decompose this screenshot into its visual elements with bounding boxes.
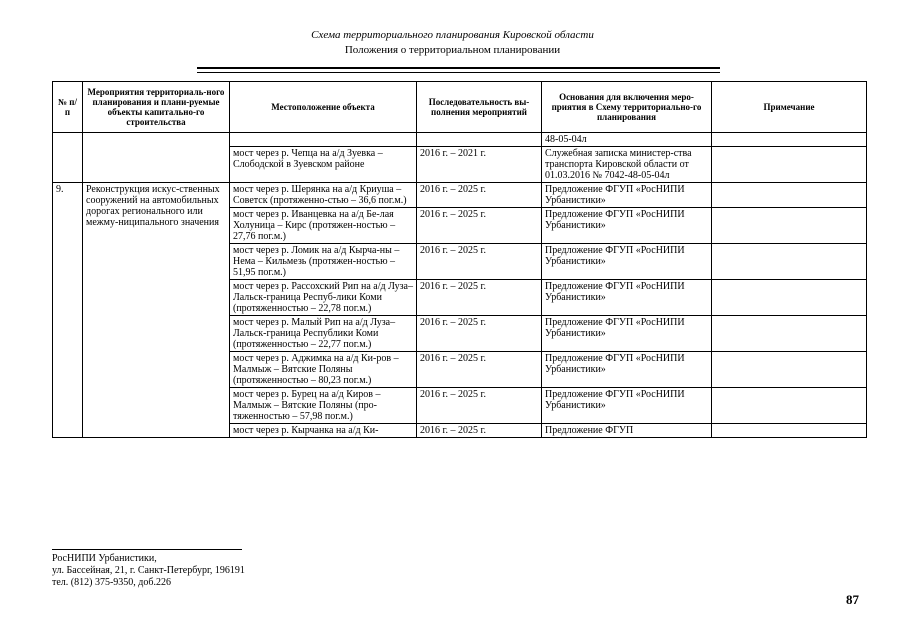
cell-sequence: 2016 г. – 2025 г.	[417, 424, 542, 438]
footer-address: ул. Бассейная, 21, г. Санкт-Петербург, 196191	[52, 565, 245, 576]
table-header-row	[53, 82, 867, 133]
cell-sequence: 2016 г. – 2021 г.	[417, 147, 542, 183]
column-header-sequence: Последовательность вы-полнения мероприятий	[417, 82, 542, 133]
page-number: 87	[846, 592, 859, 607]
cell-sequence: 2016 г. – 2025 г.	[417, 352, 542, 388]
cell-measure: Реконструкция искус-ственных сооружений на автомобильных дорогах регионального или межму-ниципального значения	[83, 183, 230, 438]
header-rule-thick	[197, 67, 720, 69]
cell-note	[712, 424, 867, 438]
planning-table	[52, 81, 867, 438]
cell-sequence: 2016 г. – 2025 г.	[417, 388, 542, 424]
column-header-note: Примечание	[712, 82, 867, 133]
cell-basis: Предложение ФГУП «РосНИПИ Урбанистики»	[542, 244, 712, 280]
cell-sequence: 2016 г. – 2025 г.	[417, 244, 542, 280]
cell-note	[712, 244, 867, 280]
table-row	[53, 133, 867, 147]
cell-location: мост через р. Шерянка на а/д Криуша – Советск (протяженно-стью – 36,6 пог.м.)	[230, 183, 417, 208]
cell-basis: Предложение ФГУП «РосНИПИ Урбанистики»	[542, 352, 712, 388]
document-title: Схема территориального планирования Кировской области	[311, 29, 594, 41]
cell-note	[712, 316, 867, 352]
cell-location: мост через р. Малый Рип на а/д Луза–Лальск-граница Республики Коми (протяженностью – 22,77 пог.м.)	[230, 316, 417, 352]
cell-sequence: 2016 г. – 2025 г.	[417, 183, 542, 208]
page-header	[0, 28, 905, 58]
footer-rule	[52, 549, 242, 550]
cell-location: мост через р. Кырчанка на а/д Ки-	[230, 424, 417, 438]
cell-location	[230, 133, 417, 147]
column-header-basis: Основания для включения меро-приятия в Схему территориально-го планирования	[542, 82, 712, 133]
footer-phone: тел. (812) 375-9350, доб.226	[52, 577, 171, 588]
cell-note	[712, 133, 867, 147]
document-subtitle: Положения о территориальном планировании	[344, 44, 561, 56]
footer-org: РосНИПИ Урбанистики,	[52, 553, 157, 564]
page-footer	[52, 553, 245, 589]
cell-basis: 48-05-04л	[542, 133, 712, 147]
cell-location: мост через р. Иванцевка на а/д Бе-лая Холуница – Кирс (протяжен-ностью – 27,76 пог.м.)	[230, 208, 417, 244]
cell-sequence	[417, 133, 542, 147]
cell-note	[712, 280, 867, 316]
cell-note	[712, 147, 867, 183]
column-header-number: № п/п	[53, 82, 83, 133]
cell-number: 9.	[53, 183, 83, 438]
cell-sequence: 2016 г. – 2025 г.	[417, 208, 542, 244]
cell-location: мост через р. Чепца на а/д Зуевка – Слободской в Зуевском районе	[230, 147, 417, 183]
cell-basis: Служебная записка министер-ства транспорта Кировской области от 01.03.2016 № 7042-48-05-04л	[542, 147, 712, 183]
cell-note	[712, 388, 867, 424]
cell-number	[53, 133, 83, 183]
cell-sequence: 2016 г. – 2025 г.	[417, 280, 542, 316]
cell-basis: Предложение ФГУП	[542, 424, 712, 438]
cell-location: мост через р. Аджимка на а/д Ки-ров – Малмыж – Вятские Поляны (протяженностью – 80,23 пог.м.)	[230, 352, 417, 388]
header-rule-thin	[197, 72, 720, 73]
cell-measure	[83, 133, 230, 183]
cell-location: мост через р. Ломик на а/д Кырча-ны – Нема – Кильмезь (протяжен-ностью – 51,95 пог.м.)	[230, 244, 417, 280]
cell-location: мост через р. Бурец на а/д Киров – Малмыж – Вятские Поляны (про-тяженностью – 57,98 пог.м.)	[230, 388, 417, 424]
cell-note	[712, 183, 867, 208]
table-row	[53, 183, 867, 208]
cell-note	[712, 352, 867, 388]
cell-basis: Предложение ФГУП «РосНИПИ Урбанистики»	[542, 388, 712, 424]
cell-basis: Предложение ФГУП «РосНИПИ Урбанистики»	[542, 280, 712, 316]
cell-note	[712, 208, 867, 244]
cell-sequence: 2016 г. – 2025 г.	[417, 316, 542, 352]
cell-basis: Предложение ФГУП «РосНИПИ Урбанистики»	[542, 183, 712, 208]
cell-basis: Предложение ФГУП «РосНИПИ Урбанистики»	[542, 316, 712, 352]
cell-basis: Предложение ФГУП «РосНИПИ Урбанистики»	[542, 208, 712, 244]
cell-location: мост через р. Рассохский Рип на а/д Луза–Лальск-граница Респуб-лики Коми (протяженностью – 22,78 пог.м.)	[230, 280, 417, 316]
column-header-location: Местоположение объекта	[230, 82, 417, 133]
column-header-measure: Мероприятия территориаль-ного планирования и плани-руемые объекты капитально-го строительства	[83, 82, 230, 133]
